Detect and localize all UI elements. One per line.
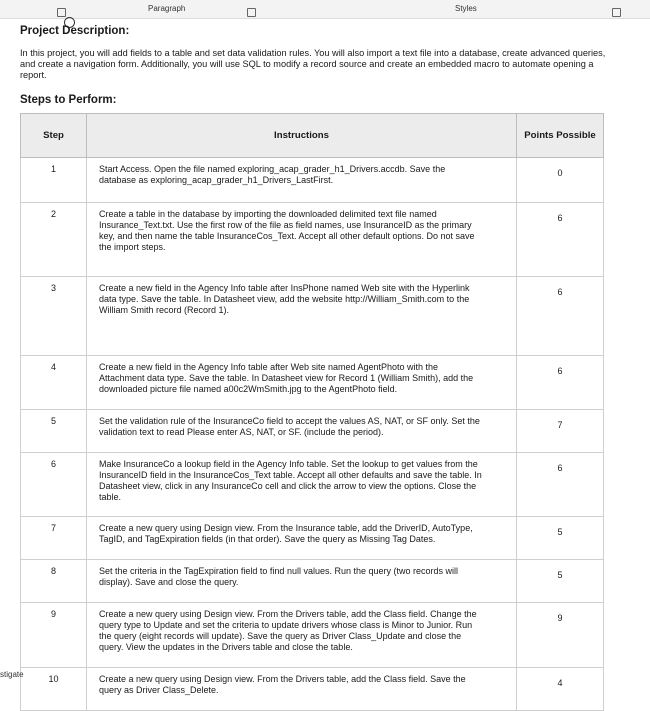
step-instructions: Create a new field in the Agency Info table after InsPhone named Web site with the Hyperlink data type. Save the table. In Datasheet view, add the website http://William_Smith.com to the William Smith record (Record 1). xyxy=(87,277,517,356)
header-instructions: Instructions xyxy=(87,114,517,158)
table-row xyxy=(21,668,604,711)
table-row xyxy=(21,410,604,453)
table-row xyxy=(21,560,604,603)
step-number: 10 xyxy=(21,668,87,711)
step-instructions: Create a new query using Design view. From the Insurance table, add the DriverID, AutoType, TagID, and TagExpiration fields (in that order). Save the query as Missing Tag Dates. xyxy=(87,517,517,560)
step-number: 1 xyxy=(21,158,87,203)
word-ribbon-strip xyxy=(0,0,650,19)
step-number: 2 xyxy=(21,203,87,277)
step-instructions: Make InsuranceCo a lookup field in the Agency Info table. Set the lookup to get values from the InsuranceID field in the InsuranceCos_Text table. Accept all other defaults and save the table. In Datasheet view, click in any InsuranceCo cell and click the arrow to view the options. Close the table. xyxy=(87,453,517,517)
steps-table xyxy=(20,113,604,711)
step-number: 9 xyxy=(21,603,87,668)
header-step: Step xyxy=(21,114,87,158)
step-points: 4 xyxy=(517,668,604,711)
step-number: 3 xyxy=(21,277,87,356)
paragraph-group-label: Paragraph xyxy=(148,4,186,13)
step-instructions: Create a table in the database by importing the downloaded delimited text file named Insurance_Text.txt. Use the first row of the file as field names, use InsuranceID as the primary key, and then name the table InsuranceCos_Text. Accept all other default options. Do not save the import steps. xyxy=(87,203,517,277)
step-points: 6 xyxy=(517,277,604,356)
step-instructions: Set the criteria in the TagExpiration field to find null values. Run the query (two records will display). Save and close the query. xyxy=(87,560,517,603)
page-title: Project Description: xyxy=(20,25,130,37)
table-row xyxy=(21,517,604,560)
step-points: 6 xyxy=(517,453,604,517)
step-number: 5 xyxy=(21,410,87,453)
table-row xyxy=(21,356,604,410)
step-number: 4 xyxy=(21,356,87,410)
step-points: 0 xyxy=(517,158,604,203)
step-number: 6 xyxy=(21,453,87,517)
project-description: In this project, you will add fields to a table and set data validation rules. You will also import a text file into a database, create advanced queries, and create a navigation form. Additionally, you will use SQL to modify a record source and create an embedded macro to automate opening a report. xyxy=(20,48,606,81)
header-points: Points Possible xyxy=(517,114,604,158)
step-points: 6 xyxy=(517,356,604,410)
table-header-row xyxy=(21,114,604,158)
table-row xyxy=(21,603,604,668)
cut-off-footer-text: stigate xyxy=(0,670,24,679)
styles-group-label: Styles xyxy=(455,4,477,13)
step-instructions: Set the validation rule of the InsuranceCo field to accept the values AS, NAT, or SF only. Set the validation text to read Please enter AS, NAT, or SF. (include the period). xyxy=(87,410,517,453)
step-instructions: Create a new query using Design view. From the Drivers table, add the Class field. Change the query type to Update and set the criteria to update drivers whose class is Minor to Junior. Run the query (eight records will update). Save the query as Driver Class_Update and close the query. View the updates in the Drivers table and close the table. xyxy=(87,603,517,668)
table-row xyxy=(21,453,604,517)
step-instructions: Create a new field in the Agency Info table after Web site named AgentPhoto with the Attachment data type. Save the table. In Datasheet view for Record 1 (William Smith), add the downloaded picture file named a00c2WmSmith.jpg to the AgentPhoto field. xyxy=(87,356,517,410)
step-points: 7 xyxy=(517,410,604,453)
step-number: 7 xyxy=(21,517,87,560)
step-number: 8 xyxy=(21,560,87,603)
step-points: 5 xyxy=(517,517,604,560)
step-points: 5 xyxy=(517,560,604,603)
step-instructions: Create a new query using Design view. From the Drivers table, add the Class field. Save the query as Driver Class_Delete. xyxy=(87,668,517,711)
table-row xyxy=(21,158,604,203)
step-points: 9 xyxy=(517,603,604,668)
table-row xyxy=(21,277,604,356)
step-instructions: Start Access. Open the file named exploring_acap_grader_h1_Drivers.accdb. Save the database as exploring_acap_grader_h1_Drivers_LastFirst. xyxy=(87,158,517,203)
steps-heading: Steps to Perform: xyxy=(20,94,117,106)
table-row xyxy=(21,203,604,277)
step-points: 6 xyxy=(517,203,604,277)
